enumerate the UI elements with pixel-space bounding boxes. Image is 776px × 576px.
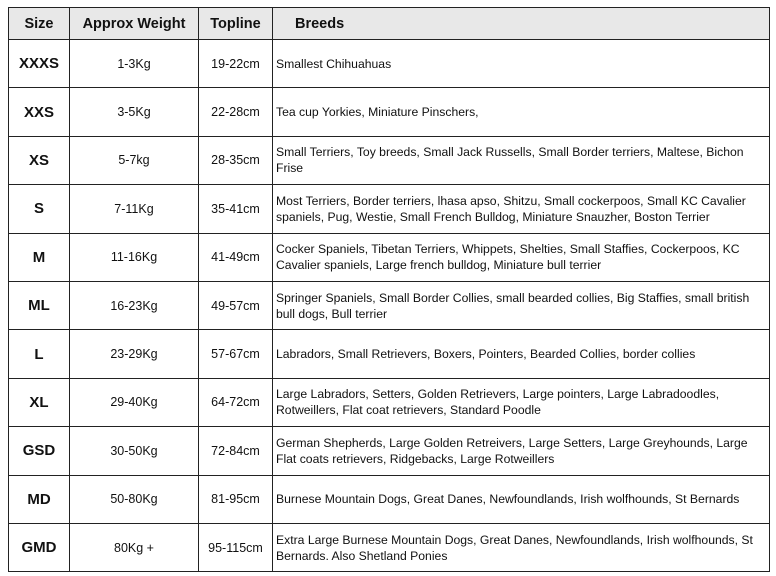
topline-cell: 28-35cm [199,136,273,184]
size-chart-table [8,7,770,572]
weight-cell: 1-3Kg [70,40,199,88]
size-cell: GSD [9,427,70,475]
size-cell: MD [9,475,70,523]
topline-cell: 81-95cm [199,475,273,523]
weight-cell: 30-50Kg [70,427,199,475]
table-row [9,40,770,88]
topline-cell: 49-57cm [199,281,273,329]
table-row [9,523,770,571]
breeds-cell: Tea cup Yorkies, Miniature Pinschers, [273,88,770,136]
weight-cell: 7-11Kg [70,185,199,233]
size-cell: L [9,330,70,378]
size-cell: XXS [9,88,70,136]
table-row [9,330,770,378]
weight-cell: 11-16Kg [70,233,199,281]
header-size: Size [9,8,70,40]
size-cell: S [9,185,70,233]
breeds-cell: Small Terriers, Toy breeds, Small Jack Russells, Small Border terriers, Maltese, Bichon Frise [273,136,770,184]
weight-cell: 23-29Kg [70,330,199,378]
topline-cell: 19-22cm [199,40,273,88]
breeds-cell: German Shepherds, Large Golden Retreivers, Large Setters, Large Greyhounds, Large Flat coats retrievers, Ridgebacks, Large Rotweillers [273,427,770,475]
breeds-cell: Springer Spaniels, Small Border Collies, small bearded collies, Big Staffies, small british bull dogs, Bull terrier [273,281,770,329]
table-body [9,40,770,572]
size-cell: XS [9,136,70,184]
topline-cell: 22-28cm [199,88,273,136]
table-row [9,185,770,233]
breeds-cell: Extra Large Burnese Mountain Dogs, Great Danes, Newfoundlands, Irish wolfhounds, St Bernards. Also Shetland Ponies [273,523,770,571]
breeds-cell: Most Terriers, Border terriers, lhasa apso, Shitzu, Small cockerpoos, Small KC Cavalier spaniels, Pug, Westie, Small French Bulldog, Miniature Snauzher, Boston Terrier [273,185,770,233]
breeds-cell: Large Labradors, Setters, Golden Retrievers, Large pointers, Large Labradoodles, Rotweillers, Flat coat retrievers, Standard Poodle [273,378,770,426]
topline-cell: 57-67cm [199,330,273,378]
weight-cell: 5-7kg [70,136,199,184]
topline-cell: 41-49cm [199,233,273,281]
breeds-cell: Burnese Mountain Dogs, Great Danes, Newfoundlands, Irish wolfhounds, St Bernards [273,475,770,523]
table-row [9,136,770,184]
topline-cell: 35-41cm [199,185,273,233]
size-cell: M [9,233,70,281]
header-weight: Approx Weight [70,8,199,40]
table-row [9,475,770,523]
table-row [9,281,770,329]
topline-cell: 72-84cm [199,427,273,475]
size-cell: XL [9,378,70,426]
header-topline: Topline [199,8,273,40]
weight-cell: 16-23Kg [70,281,199,329]
table-row [9,427,770,475]
topline-cell: 64-72cm [199,378,273,426]
weight-cell: 80Kg + [70,523,199,571]
weight-cell: 50-80Kg [70,475,199,523]
breeds-cell: Labradors, Small Retrievers, Boxers, Pointers, Bearded Collies, border collies [273,330,770,378]
weight-cell: 29-40Kg [70,378,199,426]
topline-cell: 95-115cm [199,523,273,571]
size-cell: GMD [9,523,70,571]
size-cell: ML [9,281,70,329]
breeds-cell: Smallest Chihuahuas [273,40,770,88]
header-row [9,8,770,40]
table-row [9,233,770,281]
header-breeds: Breeds [273,8,770,40]
size-cell: XXXS [9,40,70,88]
table-row [9,88,770,136]
weight-cell: 3-5Kg [70,88,199,136]
table-row [9,378,770,426]
table-header [9,8,770,40]
breeds-cell: Cocker Spaniels, Tibetan Terriers, Whippets, Shelties, Small Staffies, Cockerpoos, KC Cavalier spaniels, Large french bulldog, Miniature bull terrier [273,233,770,281]
